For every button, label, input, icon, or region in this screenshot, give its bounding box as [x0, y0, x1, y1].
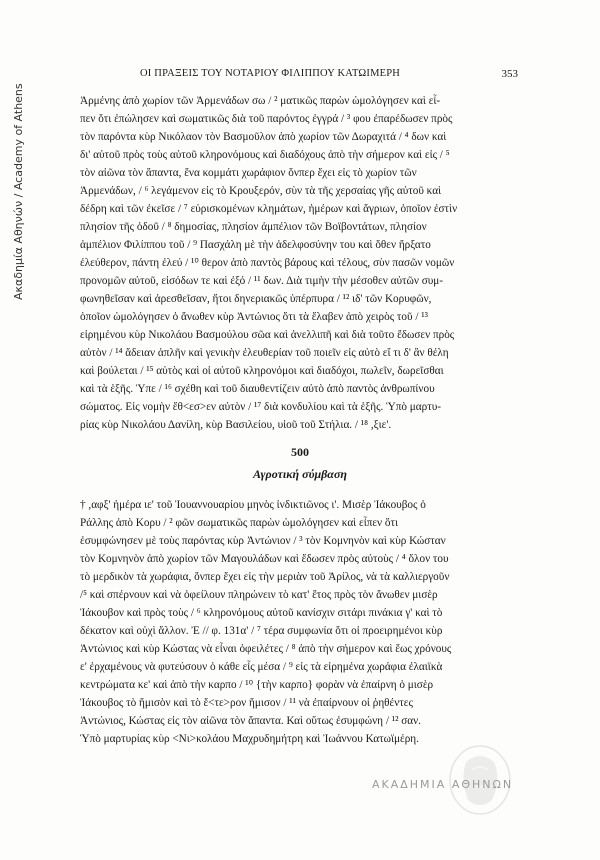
text-line: Ἰάκουβος τὸ ἥμισὸν καὶ τὸ ἕ<τε>ρον ἥμισον / ¹¹ νὰ ἐπαίρνουν οἱ ῥηθέντες	[80, 697, 413, 709]
text-line: πλησίον τῆς ὁδοῦ / ⁸ δημοσίας, πλησίον ἀμπέλιον τῶν Βοϊβοντάτων, πλησίον	[80, 221, 427, 233]
text-line: κεντρώματα κε' καὶ ἀπὸ τὴν καρπο / ¹⁰ {τὴν καρπο} φορὰν νὰ ἐπαίρνη ὁ μισὲρ	[80, 679, 434, 691]
text-line: τὸν παρόντα κὺρ Νικόλαον τὸν Βασμοῦλον ἀπὸ χωρίον τῶν Δωραχιτά / ⁴ δων καὶ	[80, 131, 447, 143]
text-line: σώματος. Εἰς νομὴν ἔθ<εσ>εν αὐτὸν / ¹⁷ διὰ κονδυλίου καὶ τὰ ἑξῆς. Ὑπὸ μαρτυ-	[80, 401, 441, 413]
text-line: δέδρη καὶ τῶν ἐκεῖσε / ⁷ εὑρισκομένων κλημάτων, ἡμέρων καὶ ἄγριων, ὁποῖον ἐστὶν	[80, 203, 458, 215]
text-line: καὶ βούλεται / ¹⁵ αὐτὸς καὶ οἱ αὐτοῦ κληρονόμοι καὶ διαδόχοι, πωλεῖν, δωρεῖσθαι	[80, 365, 444, 377]
text-line: Ἀρμενάδων, / ⁶ λεγάμενον εἰς τὸ Κρουξερόν, σὺν τὰ τῆς χερσαίας γῆς αὐτοῦ καὶ	[80, 185, 442, 197]
running-head: ΟΙ ΠΡΑΞΕΙΣ ΤΟΥ ΝΟΤΑΡΙΟΥ ΦΙΛΙΠΠΟΥ ΚΑΤΩΙΜΕΡΗ	[140, 68, 401, 79]
text-line: τὸν αἰῶνα τὸν ἅπαντα, ἕνα κομμάτι χωράφιον ὅνπερ ἔχει εἰς τὸ χωρίον τῶν	[80, 167, 417, 179]
text-line: Ἰάκουβον καὶ πρὸς τοὺς / ⁶ κληρονόμους αὐτοῦ κανίσχιν σιτάρι πινάκια γ' καὶ τὸ	[80, 607, 443, 619]
academy-watermark: Ακαδημία Αθηνών / Academy of Athens	[12, 83, 25, 300]
text-line: ρίας κὺρ Νικολάου Δανίλη, κὺρ Βασιλείου, υἱοῦ τοῦ Στήλια. / ¹⁸ ,ξιε'.	[80, 419, 392, 431]
text-line: ἀμπέλιον Φιλίππου τοῦ / ⁹ Πασχάλη μὲ τὴν ἀδελφοσύνην του καὶ ὅθεν ἤρξατο	[80, 239, 431, 251]
text-line: Ὑπὸ μαρτυρίας κὺρ <Νι>κολάου Μαχρυδημήτρη καὶ Ἰωάννου Κατωϊμέρη.	[80, 733, 419, 745]
text-line: προνομῶν αὐτοῦ, εἰσόδων τε καὶ ἐξό / ¹¹ δων. Διὰ τιμὴν τὴν μέσοθεν αὐτῶν συμ-	[80, 275, 443, 287]
text-line: τὸ μερδικὸν τὰ χωράφια, ὅνπερ ἔχει εἰς τὴν μεριὰν τοῦ Ἀρίλος, νὰ τὰ καλλιεργοῦν	[80, 571, 450, 583]
text-line: Ἀντώνιος καὶ κὺρ Κώστας νὰ εἶναι ὀφειλέτες / ⁸ ἀπὸ τὴν σήμερον καὶ ἕως χρόνους	[80, 643, 452, 655]
academy-stamp-label: ΑΚΑΔΗΜΙΑ ΑΘΗΝΩΝ	[372, 778, 514, 791]
text-line: Ἀρμένης ἀπὸ χωρίον τῶν Ἀρμενάδων σω / ² ματικῶς παρὼν ὡμολόγησεν καὶ εἶ-	[80, 95, 441, 107]
text-line: ὁποῖον ὡμολόγησεν ὁ ἄνωθεν κὺρ Ἀντώνιος ὅτι τὰ ἔλαβεν ἀπὸ χειρὸς τοῦ / ¹³	[80, 311, 428, 323]
text-line: Ράλλης ἀπὸ Κορυ / ² φῶν σωματικῶς παρὼν ὡμολόγησεν καὶ εἶπεν ὅτι	[80, 517, 399, 529]
text-line: πεν ὅτι ἐπώλησεν καὶ σωματικῶς διὰ τοῦ παρόντος ἐγγρά / ³ φου ἐπαρέδωσεν πρὸς	[80, 113, 453, 125]
text-line: ἐσυμφώνησεν μὲ τοὺς παρόντας κὺρ Ἀντώνιον / ³ τὸν Κομνηνὸν καὶ κὺρ Κώσταν	[80, 535, 446, 547]
document-heading: Αγροτική σύμβαση	[252, 467, 347, 481]
text-line: /⁵ καὶ σπέρνουν καὶ νὰ ὀφείλουν πληρώνειν τὸ κατ' ἔτος πρὸς τὸν ἄνωθεν μισὲρ	[80, 589, 438, 601]
text-line: δέκατον καὶ οὐχὶ ἄλλον. Ἐ // φ. 131α' / ⁷ τέρα συμφωνία ὅτι οἱ προειρημένοι κὺρ	[80, 625, 443, 637]
text-line: ε' ἐρχαμένους νὰ φυτεύσουν ὁ κάθε εἷς μέσα / ⁹ εἰς τὰ εἰρημένα χωράφια ἐλαιϊκὰ	[80, 661, 443, 673]
text-line: καὶ τὰ ἑξῆς. Ὑπε / ¹⁶ σχέθη καὶ τοῦ διαυθεντίζειν αὐτὸ ἀπὸ παντὸς ἀνθρωπίνου	[80, 383, 435, 395]
text-line: ἐλεύθερον, πάντη ἐλεύ / ¹⁰ θερον ἀπὸ παντὸς βάρους καὶ τέλους, σὺν πασῶν νομῶν	[80, 257, 455, 269]
text-line: δι' αὐτοῦ πρὸς τοὺς αὐτοῦ κληρονόμους καὶ διαδόχους ἀπὸ τὴν σήμερον καὶ εἰς / ⁵	[80, 149, 450, 161]
document-number: 500	[291, 445, 309, 459]
page-number: 353	[501, 68, 518, 80]
text-line: εἰρημένου κὺρ Νικολάου Βασμούλου σῶα καὶ ἀνελλιπῆ καὶ διὰ τοῦτο ἔδωσεν πρὸς	[80, 329, 455, 341]
text-line: αὐτὸν / ¹⁴ ἄδειαν ἁπλῆν καὶ γενικὴν ἐλευθερίαν τοῦ ποιεῖν εἰς αὐτὸ εἴ τι δ' ἂν θέλη	[80, 347, 449, 359]
text-line: τὸν Κομνηνὸν ἀπὸ χωρίον τῶν Μαγουλάδων καὶ ἔδωσεν πρὸς αὐτοὺς / ⁴ ὅλον του	[80, 553, 449, 565]
text-line: Ἀντώνιος, Κώστας εἰς τὸν αἰῶνα τὸν ἅπαντα. Καὶ οὕτως ἐσυμφώνη / ¹² σαν.	[80, 715, 421, 727]
document-499-body	[80, 92, 522, 434]
text-line: φωνηθεῖσαν καὶ ἀρεσθεῖσαν, ἤτοι δηνεριακῶς ὑπέρπυρα / ¹² ιδ' τῶν Κορυφῶν,	[80, 293, 432, 305]
text-line: † ,αφξ' ἡμέρα ιε' τοῦ Ἰουαννουαρίου μηνὸς ἰνδικτιῶνος ι'. Μισὲρ Ἰάκουβος ὁ	[80, 499, 426, 511]
document-500-body	[80, 496, 522, 748]
